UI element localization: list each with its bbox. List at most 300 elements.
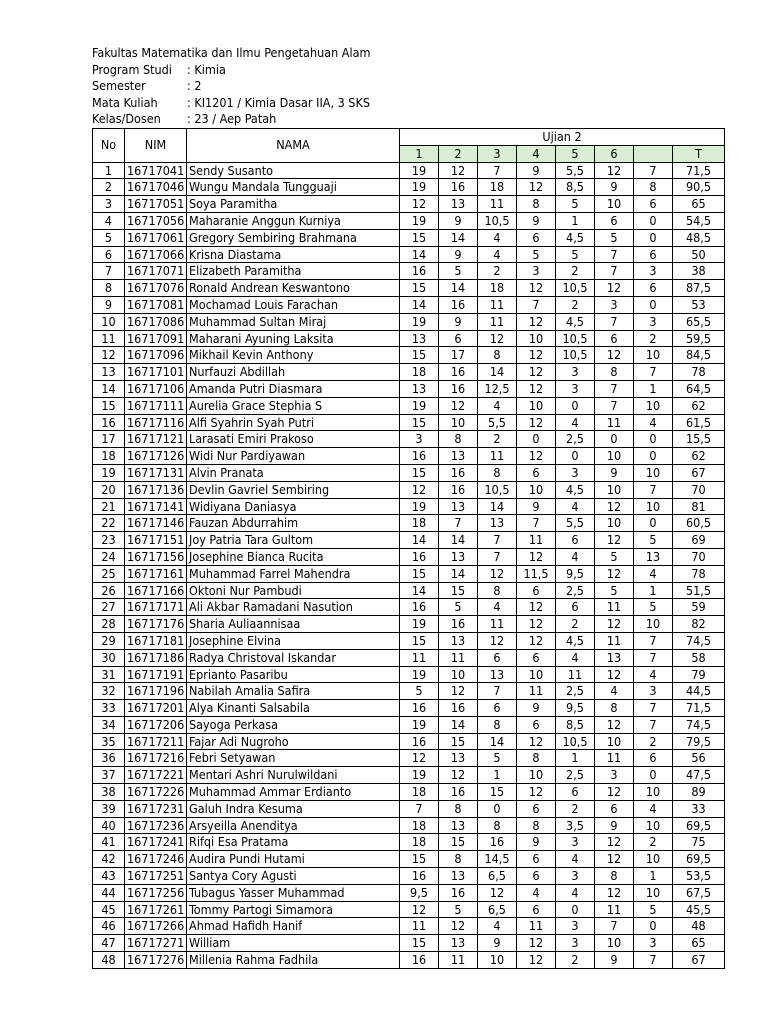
cell-total: 79,5 [673,733,725,750]
cell-total: 50 [673,246,725,263]
cell-score-6: 12 [595,784,634,801]
cell-nama: Mikhail Kevin Anthony [187,347,400,364]
cell-nama: Eprianto Pasaribu [187,666,400,683]
cell-nama: Josephine Bianca Rucita [187,548,400,565]
cell-score-2: 11 [439,649,478,666]
cell-score-3: 12 [478,632,517,649]
cell-score-3: 8 [478,582,517,599]
cell-total: 90,5 [673,179,725,196]
cell-score-1: 12 [400,750,439,767]
cell-score-7: 13 [634,548,673,565]
cell-nama: Wungu Mandala Tungguaji [187,179,400,196]
table-row [93,330,725,347]
cell-score-3: 16 [478,834,517,851]
cell-nama: Sharia Auliaannisaa [187,616,400,633]
table-row [93,666,725,683]
cell-score-4: 6 [517,901,556,918]
cell-nama: Rifqi Esa Pratama [187,834,400,851]
cell-score-2: 6 [439,330,478,347]
cell-score-5: 10,5 [556,330,595,347]
cell-nim: 16717066 [125,246,187,263]
table-row [93,582,725,599]
cell-score-6: 11 [595,599,634,616]
cell-score-5: 2 [556,800,595,817]
table-row [93,448,725,465]
cell-score-6: 6 [595,330,634,347]
cell-no: 42 [93,851,125,868]
cell-score-5: 1 [556,750,595,767]
cell-nama: Galuh Indra Kesuma [187,800,400,817]
cell-total: 61,5 [673,414,725,431]
cell-score-5: 5 [556,196,595,213]
cell-score-6: 10 [595,515,634,532]
cell-score-2: 8 [439,431,478,448]
cell-score-4: 8 [517,196,556,213]
cell-score-5: 3 [556,464,595,481]
cell-score-3: 5 [478,750,517,767]
cell-total: 51,5 [673,582,725,599]
cell-nama: Ali Akbar Ramadani Nasution [187,599,400,616]
cell-nim: 16717051 [125,196,187,213]
cell-nim: 16717126 [125,448,187,465]
cell-score-6: 8 [595,700,634,717]
cell-score-7: 0 [634,448,673,465]
cell-nama: Fauzan Abdurrahim [187,515,400,532]
cell-score-1: 9,5 [400,884,439,901]
cell-score-3: 13 [478,666,517,683]
cell-score-7: 7 [634,649,673,666]
cell-score-2: 15 [439,733,478,750]
cell-score-6: 10 [595,733,634,750]
cell-score-4: 3 [517,263,556,280]
table-row [93,431,725,448]
cell-nama: Widiyana Daniasya [187,498,400,515]
cell-score-6: 6 [595,800,634,817]
cell-no: 27 [93,599,125,616]
cell-score-4: 7 [517,296,556,313]
cell-nama: Joy Patria Tara Gultom [187,532,400,549]
cell-score-4: 0 [517,431,556,448]
cell-score-4: 12 [517,733,556,750]
cell-score-6: 5 [595,582,634,599]
table-row [93,616,725,633]
cell-score-6: 12 [595,716,634,733]
cell-score-1: 16 [400,263,439,280]
cell-score-1: 16 [400,548,439,565]
cell-no: 9 [93,296,125,313]
cell-total: 38 [673,263,725,280]
cell-score-6: 12 [595,884,634,901]
cell-nama: Santya Cory Agusti [187,868,400,885]
cell-nama: Millenia Rahma Fadhila [187,952,400,969]
cell-score-6: 9 [595,817,634,834]
cell-nim: 16717186 [125,649,187,666]
cell-score-4: 12 [517,448,556,465]
cell-score-6: 7 [595,263,634,280]
cell-nim: 16717061 [125,229,187,246]
cell-no: 31 [93,666,125,683]
cell-score-7: 1 [634,868,673,885]
cell-score-1: 16 [400,952,439,969]
cell-score-7: 0 [634,918,673,935]
cell-score-4: 6 [517,800,556,817]
cell-nama: Sayoga Perkasa [187,716,400,733]
cell-score-2: 15 [439,582,478,599]
cell-total: 70 [673,548,725,565]
cell-nim: 16717046 [125,179,187,196]
cell-score-4: 7 [517,515,556,532]
cell-nim: 16717241 [125,834,187,851]
cell-score-6: 10 [595,448,634,465]
table-row [93,313,725,330]
cell-score-3: 11 [478,196,517,213]
cell-score-6: 8 [595,364,634,381]
cell-score-1: 16 [400,868,439,885]
cell-total: 54,5 [673,212,725,229]
cell-score-3: 9 [478,935,517,952]
cell-score-5: 5,5 [556,515,595,532]
cell-total: 64,5 [673,380,725,397]
grades-body [93,162,725,968]
cell-total: 62 [673,397,725,414]
cell-score-1: 19 [400,716,439,733]
cell-score-1: 12 [400,481,439,498]
cell-total: 75 [673,834,725,851]
cell-nama: Sendy Susanto [187,162,400,179]
cell-score-3: 18 [478,179,517,196]
cell-score-7: 4 [634,666,673,683]
cell-score-6: 11 [595,414,634,431]
cell-score-7: 7 [634,481,673,498]
cell-no: 16 [93,414,125,431]
header-field-course [92,95,370,112]
table-row [93,884,725,901]
cell-score-2: 13 [439,935,478,952]
cell-nim: 16717121 [125,431,187,448]
cell-score-3: 11 [478,616,517,633]
cell-score-2: 14 [439,532,478,549]
cell-no: 1 [93,162,125,179]
cell-total: 87,5 [673,280,725,297]
cell-nama: Tubagus Yasser Muhammad [187,884,400,901]
cell-no: 13 [93,364,125,381]
cell-nama: Mentari Ashri Nurulwildani [187,767,400,784]
cell-no: 40 [93,817,125,834]
header-label: Program Studi [92,61,172,77]
cell-total: 65,5 [673,313,725,330]
cell-nama: Arsyeilla Anenditya [187,817,400,834]
cell-no: 15 [93,397,125,414]
cell-no: 39 [93,800,125,817]
document-header [92,45,370,128]
table-row [93,296,725,313]
table-row [93,784,725,801]
cell-score-7: 10 [634,347,673,364]
cell-score-1: 19 [400,313,439,330]
cell-nama: Widi Nur Pardiyawan [187,448,400,465]
cell-score-1: 13 [400,380,439,397]
cell-score-7: 5 [634,532,673,549]
cell-score-5: 2,5 [556,582,595,599]
cell-score-7: 0 [634,431,673,448]
cell-score-3: 8 [478,817,517,834]
cell-score-2: 8 [439,851,478,868]
cell-nim: 16717071 [125,263,187,280]
cell-score-7: 10 [634,784,673,801]
header-field-class [92,111,370,128]
cell-score-5: 9,5 [556,565,595,582]
cell-nim: 16717086 [125,313,187,330]
cell-score-4: 10 [517,481,556,498]
cell-score-6: 4 [595,683,634,700]
cell-score-2: 14 [439,229,478,246]
cell-score-1: 15 [400,935,439,952]
cell-nim: 16717196 [125,683,187,700]
cell-total: 67 [673,952,725,969]
cell-score-5: 4 [556,498,595,515]
cell-score-3: 7 [478,548,517,565]
table-row [93,280,725,297]
cell-total: 70 [673,481,725,498]
cell-score-1: 15 [400,565,439,582]
cell-nim: 16717166 [125,582,187,599]
cell-score-6: 3 [595,296,634,313]
cell-score-4: 9 [517,212,556,229]
cell-nim: 16717231 [125,800,187,817]
cell-nim: 16717161 [125,565,187,582]
cell-nama: Aurelia Grace Stephia S [187,397,400,414]
cell-score-6: 5 [595,229,634,246]
cell-score-7: 6 [634,750,673,767]
cell-score-5: 4 [556,851,595,868]
cell-score-5: 4 [556,884,595,901]
cell-score-5: 11 [556,666,595,683]
table-row [93,599,725,616]
table-row [93,212,725,229]
cell-score-3: 1 [478,767,517,784]
cell-score-7: 1 [634,380,673,397]
cell-nim: 16717096 [125,347,187,364]
cell-nim: 16717041 [125,162,187,179]
cell-no: 44 [93,884,125,901]
cell-score-7: 3 [634,263,673,280]
cell-nim: 16717206 [125,716,187,733]
cell-score-2: 14 [439,280,478,297]
cell-no: 10 [93,313,125,330]
cell-score-7: 10 [634,464,673,481]
cell-nim: 16717111 [125,397,187,414]
cell-nim: 16717076 [125,280,187,297]
cell-score-7: 0 [634,229,673,246]
cell-score-5: 5 [556,246,595,263]
cell-score-3: 13 [478,515,517,532]
cell-total: 47,5 [673,767,725,784]
table-row [93,733,725,750]
cell-score-2: 10 [439,414,478,431]
cell-total: 45,5 [673,901,725,918]
cell-score-4: 12 [517,179,556,196]
cell-score-5: 2 [556,263,595,280]
cell-no: 38 [93,784,125,801]
cell-score-4: 9 [517,834,556,851]
cell-nama: Alfi Syahrin Syah Putri [187,414,400,431]
cell-score-6: 12 [595,532,634,549]
table-row [93,548,725,565]
col-header-ujian-part: 4 [517,145,556,162]
cell-nim: 16717091 [125,330,187,347]
cell-score-5: 4 [556,548,595,565]
cell-score-5: 4,5 [556,632,595,649]
cell-total: 60,5 [673,515,725,532]
header-field-semester [92,78,370,95]
cell-score-4: 6 [517,716,556,733]
cell-total: 48,5 [673,229,725,246]
cell-nim: 16717116 [125,414,187,431]
cell-score-3: 12 [478,330,517,347]
cell-score-7: 2 [634,733,673,750]
cell-score-7: 6 [634,280,673,297]
cell-score-2: 12 [439,397,478,414]
cell-score-2: 5 [439,901,478,918]
cell-score-1: 15 [400,851,439,868]
cell-no: 48 [93,952,125,969]
cell-score-1: 14 [400,296,439,313]
cell-no: 3 [93,196,125,213]
cell-score-3: 4 [478,918,517,935]
table-row [93,515,725,532]
cell-score-4: 11 [517,683,556,700]
cell-score-1: 15 [400,414,439,431]
table-row [93,649,725,666]
header-value: : 2 [187,78,202,93]
cell-score-4: 6 [517,649,556,666]
cell-score-5: 10,5 [556,733,595,750]
cell-score-3: 6,5 [478,901,517,918]
cell-score-4: 6 [517,851,556,868]
cell-no: 28 [93,616,125,633]
header-value: : Kimia [187,61,226,77]
cell-score-6: 10 [595,196,634,213]
cell-score-1: 14 [400,246,439,263]
cell-total: 81 [673,498,725,515]
cell-no: 2 [93,179,125,196]
cell-score-2: 16 [439,884,478,901]
cell-score-1: 5 [400,683,439,700]
cell-score-4: 10 [517,397,556,414]
cell-score-1: 12 [400,901,439,918]
cell-nim: 16717276 [125,952,187,969]
cell-score-4: 11 [517,918,556,935]
cell-no: 47 [93,935,125,952]
cell-total: 78 [673,565,725,582]
cell-nim: 16717141 [125,498,187,515]
cell-score-1: 19 [400,162,439,179]
col-header-nama: NAMA [187,129,400,163]
cell-score-5: 5,5 [556,162,595,179]
cell-nama: Muhammad Sultan Miraj [187,313,400,330]
cell-nama: Alya Kinanti Salsabila [187,700,400,717]
cell-no: 14 [93,380,125,397]
cell-no: 8 [93,280,125,297]
cell-score-5: 4 [556,649,595,666]
cell-total: 79 [673,666,725,683]
table-row [93,263,725,280]
cell-score-5: 9,5 [556,700,595,717]
faculty-title: Fakultas Matematika dan Ilmu Pengetahuan Alam [92,45,371,60]
cell-nama: Oktoni Nur Pambudi [187,582,400,599]
cell-total: 67,5 [673,884,725,901]
cell-score-6: 7 [595,380,634,397]
col-header-ujian-part: 6 [595,145,634,162]
table-row [93,380,725,397]
cell-score-3: 10,5 [478,481,517,498]
cell-score-5: 4,5 [556,481,595,498]
cell-score-5: 4,5 [556,229,595,246]
cell-score-7: 4 [634,414,673,431]
cell-score-7: 7 [634,952,673,969]
cell-score-3: 0 [478,800,517,817]
table-row [93,397,725,414]
cell-score-3: 10,5 [478,212,517,229]
cell-score-3: 11 [478,448,517,465]
cell-score-1: 19 [400,767,439,784]
cell-score-7: 4 [634,800,673,817]
cell-score-2: 13 [439,632,478,649]
cell-score-1: 14 [400,532,439,549]
cell-nama: Fajar Adi Nugroho [187,733,400,750]
cell-score-1: 16 [400,700,439,717]
cell-score-6: 11 [595,901,634,918]
cell-nama: Muhammad Ammar Erdianto [187,784,400,801]
cell-nama: Soya Paramitha [187,196,400,213]
cell-score-4: 12 [517,632,556,649]
cell-score-7: 7 [634,632,673,649]
cell-score-4: 12 [517,347,556,364]
cell-score-3: 7 [478,162,517,179]
cell-score-1: 19 [400,212,439,229]
cell-no: 37 [93,767,125,784]
cell-score-4: 5 [517,246,556,263]
table-row [93,700,725,717]
cell-score-3: 12 [478,884,517,901]
cell-nim: 16717191 [125,666,187,683]
cell-no: 26 [93,582,125,599]
table-row [93,481,725,498]
cell-nim: 16717176 [125,616,187,633]
cell-total: 15,5 [673,431,725,448]
cell-no: 46 [93,918,125,935]
cell-no: 25 [93,565,125,582]
cell-score-1: 11 [400,918,439,935]
cell-nim: 16717266 [125,918,187,935]
cell-score-5: 6 [556,599,595,616]
col-header-nim: NIM [125,129,187,163]
cell-total: 69,5 [673,817,725,834]
cell-score-2: 12 [439,162,478,179]
cell-total: 53,5 [673,868,725,885]
cell-score-2: 16 [439,481,478,498]
cell-score-2: 13 [439,196,478,213]
cell-score-2: 8 [439,800,478,817]
cell-score-1: 13 [400,330,439,347]
cell-total: 78 [673,364,725,381]
cell-nim: 16717271 [125,935,187,952]
cell-score-2: 12 [439,683,478,700]
cell-score-2: 17 [439,347,478,364]
cell-score-4: 8 [517,817,556,834]
cell-score-1: 16 [400,733,439,750]
cell-score-4: 10 [517,767,556,784]
